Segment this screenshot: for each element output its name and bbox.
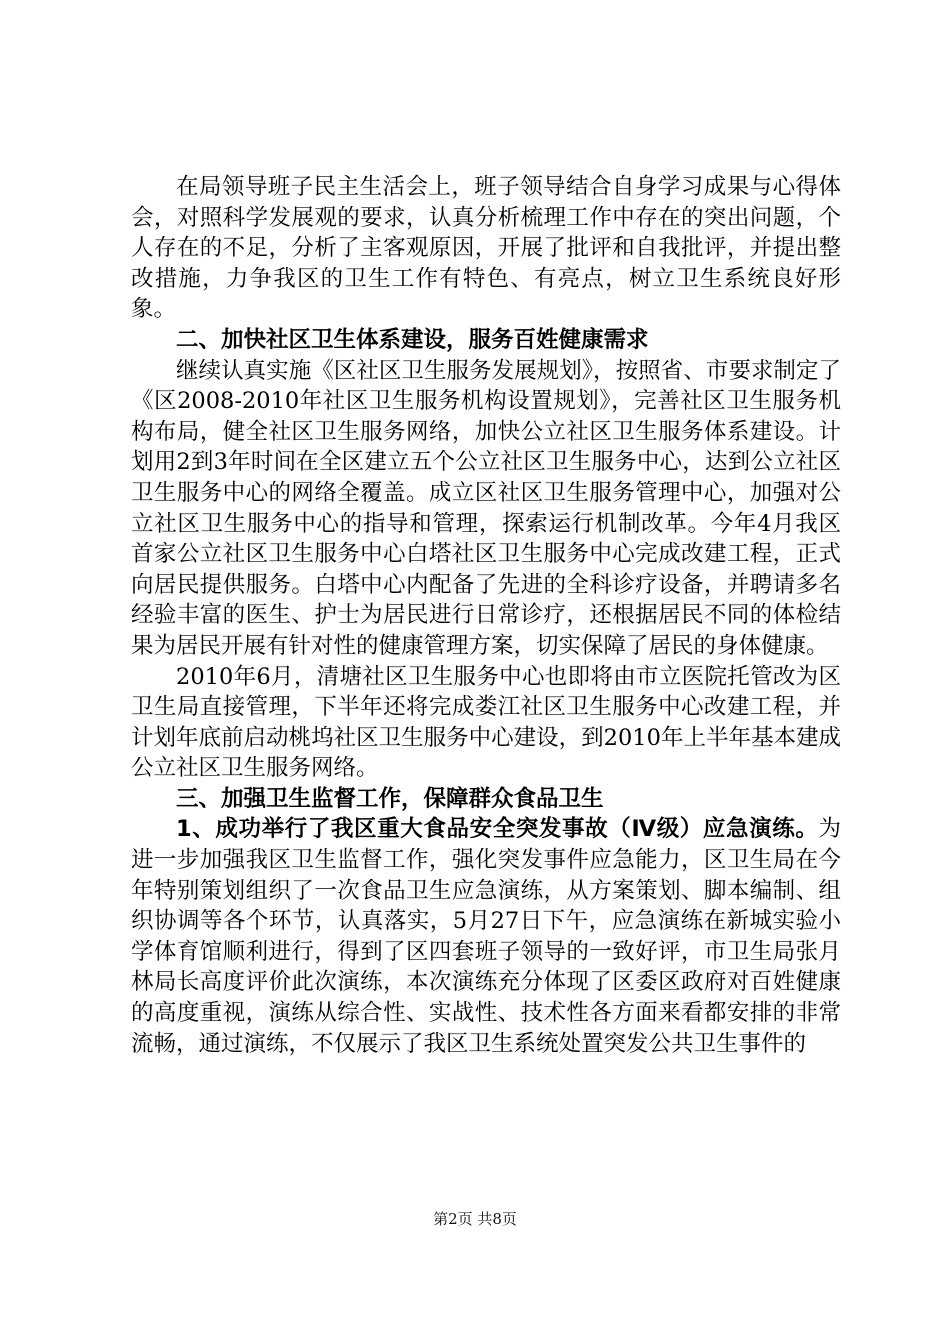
document-body: [131, 172, 841, 1059]
paragraph-4-text: 为进一步加强我区卫生监督工作，强化突发事件应急能力，区卫生局在今年特别策划组织了一次食品卫生应急演练，从方案策划、脚本编制、组织协调等各个环节，认真落实，5月27日下午，应急演练在新城实验小学体育馆顺利进行，得到了区四套班子领导的一致好评，市卫生局张月林局长高度评价此次演练，本次演练充分体现了区委区政府对百姓健康的高度重视，演练从综合性、实战性、技术性各方面来看都安排的非常流畅，通过演练，不仅展示了我区卫生系统处置突发公共卫生事件的: [131, 816, 841, 1057]
paragraph-3: 2010年6月，清塘社区卫生服务中心也即将由市立医院托管改为区卫生局直接管理，下半年还将完成娄江社区卫生服务中心改建工程，并计划年底前启动桃坞社区卫生服务中心建设，到2010年上半年基本建成公立社区卫生服务网络。: [131, 663, 841, 782]
section-heading-3: 三、加强卫生监督工作，保障群众食品卫生: [176, 785, 604, 812]
paragraph-4-lead: 1、成功举行了我区重大食品安全突发事故（Ⅳ级）应急演练。: [176, 816, 819, 843]
paragraph-1: 在局领导班子民主生活会上，班子领导结合自身学习成果与心得体会，对照科学发展观的要求，认真分析梳理工作中存在的突出问题，个人存在的不足，分析了主客观原因，开展了批评和自我批评，并提出整改措施，力争我区的卫生工作有特色、有亮点，树立卫生系统良好形象。: [131, 174, 841, 323]
page-footer: 第2页 共8页: [433, 1210, 517, 1228]
paragraph-4: [131, 814, 841, 1059]
paragraph-2: 继续认真实施《区社区卫生服务发展规划》，按照省、市要求制定了《区2008-2010年社区卫生服务机构设置规划》，完善社区卫生服务机构布局，健全社区卫生服务网络，加快公立社区卫生服务体系建设。计划用2到3年时间在全区建立五个公立社区卫生服务中心，达到公立社区卫生服务中心的网络全覆盖。成立区社区卫生服务管理中心，加强对公立社区卫生服务中心的指导和管理，探索运行机制改革。今年4月我区首家公立社区卫生服务中心白塔社区卫生服务中心完成改建工程，正式向居民提供服务。白塔中心内配备了先进的全科诊疗设备，并聘请多名经验丰富的医生、护士为居民进行日常诊疗，还根据居民不同的体检结果为居民开展有针对性的健康管理方案，切实保障了居民的身体健康。: [131, 357, 841, 659]
section-heading-2: 二、加快社区卫生体系建设，服务百姓健康需求: [176, 326, 649, 353]
